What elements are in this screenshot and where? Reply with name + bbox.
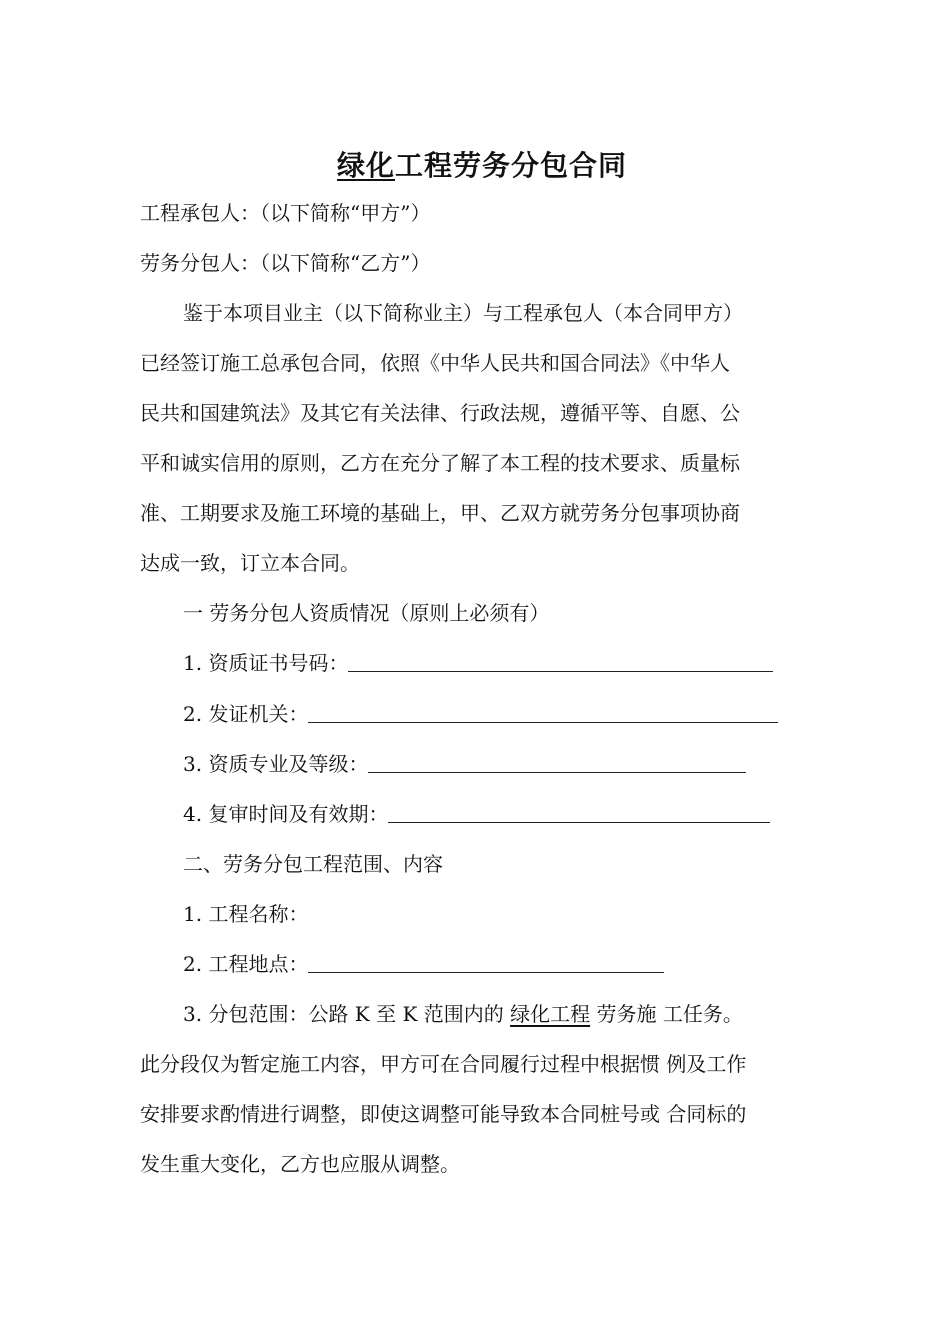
- section2-heading: 二、劳务分包工程范围、内容: [183, 852, 443, 876]
- field-label: 1. 资质证书号码：: [183, 651, 349, 675]
- fill-blank-line: [368, 750, 746, 773]
- field-label: 3. 资质专业及等级：: [183, 752, 369, 776]
- field-label: 4. 复审时间及有效期：: [183, 802, 389, 826]
- scope-continuation-line-2: 安排要求酌情进行调整，即使这调整可能导致本合同桩号或 合同标的: [140, 1102, 747, 1126]
- preamble-line-4: 平和诚实信用的原则，乙方在充分了解了本工程的技术要求、质量标: [140, 451, 740, 475]
- field-label: 2. 发证机关：: [183, 702, 309, 726]
- contractor-line: 工程承包人：（以下简称“甲方”）: [140, 201, 431, 225]
- issuing-authority: [183, 697, 873, 731]
- fill-blank-line: [308, 950, 664, 973]
- title-rest: 工程劳务分包合同: [395, 149, 628, 182]
- fill-blank-line: [348, 649, 773, 672]
- scope-suffix: 劳务施 工任务。: [590, 1002, 743, 1026]
- scope-continuation-line-1: 此分段仅为暂定施工内容，甲方可在合同履行过程中根据惯 例及工作: [140, 1052, 747, 1076]
- scope-underlined-work: 绿化工程: [510, 1002, 591, 1026]
- project-location: [183, 947, 873, 981]
- subcontractor-line: 劳务分包人：（以下简称“乙方”）: [140, 251, 431, 275]
- preamble-line-6: 达成一致，订立本合同。: [140, 551, 360, 575]
- preamble-line-2: 已经签订施工总承包合同，依照《中华人民共和国合同法》《中华人: [140, 351, 730, 375]
- preamble-line-3: 民共和国建筑法》及其它有关法律、行政法规，遵循平等、自愿、公: [140, 401, 740, 425]
- subcontract-scope: [183, 997, 873, 1031]
- qualification-cert-number: [183, 646, 873, 680]
- fill-blank-line: [388, 800, 770, 823]
- field-label: 2. 工程地点：: [183, 952, 309, 976]
- scope-prefix: 3. 分包范围：公路 K 至 K 范围内的: [183, 1002, 511, 1026]
- fill-blank-line: [308, 700, 778, 723]
- qualification-grade: [183, 747, 873, 781]
- preamble-line-5: 准、工期要求及施工环境的基础上，甲、乙双方就劳务分包事项协商: [140, 501, 740, 525]
- contract-title: [0, 144, 950, 188]
- preamble-line-1: 鉴于本项目业主（以下简称业主）与工程承包人（本合同甲方）: [183, 301, 743, 325]
- project-name: 1. 工程名称：: [183, 902, 309, 926]
- title-underlined-part: 绿化: [336, 149, 395, 182]
- review-validity: [183, 797, 873, 831]
- section1-heading: 一 劳务分包人资质情况（原则上必须有）: [183, 601, 550, 625]
- scope-continuation-line-3: 发生重大变化，乙方也应服从调整。: [140, 1152, 460, 1176]
